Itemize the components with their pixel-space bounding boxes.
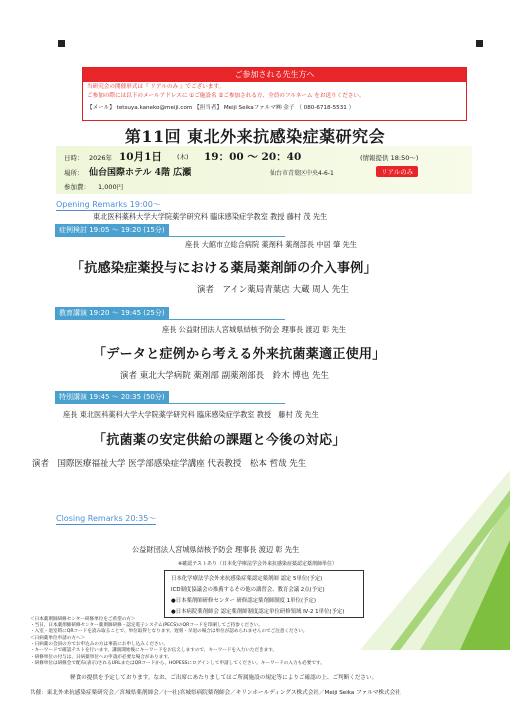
case-study-tag: 症例検討 19:05 ～ 19:20 (15分) [55, 224, 169, 236]
lecture-speaker: 演者 東北大学病院 薬剤部 副薬剤部長 鈴木 博也 先生 [120, 371, 330, 381]
fee-value: 1,000円 [98, 183, 124, 191]
fine-print-line: ・キーワードで確認テストを行います。講演開始後にキーワードをお伝えしますので、キーワードを入力いただきます。 [30, 648, 278, 653]
lecture-underline [55, 319, 285, 320]
venue-label: 場所： [64, 169, 84, 177]
opening-speaker: 東北医科薬科大学大学院薬学研究科 臨床感染症学教室 教授 藤村 茂 先生 [93, 212, 328, 221]
lecture-chair: 座長 公益財団法人宮城県結核予防会 理事長 渡辺 彰 先生 [162, 325, 346, 334]
notice-header: ご参加される先生方へ [83, 68, 466, 82]
fine-print-line: ・当日、日本薬剤師研修センター薬剤師研修・認定電子システム(PECS)のQRコードを印刷してご持参ください。 [30, 623, 263, 628]
format-badge: リアルのみ [376, 166, 418, 177]
corner-mark [58, 40, 65, 47]
closing-remarks-title: Closing Remarks 20:35～ [56, 514, 157, 523]
date-month-day: 10月1日 [119, 151, 162, 163]
event-time: 19：00 ～ 20：40 [204, 151, 302, 163]
notice-line-2: ご参加の際には以下のメールアドレスに ①ご施設名 ②ご参加される方、全員のフルネーム をお送りください。 [87, 93, 365, 99]
event-info-box [56, 146, 472, 194]
fine-print-line: ＜日本薬剤師研修センター研修単位をご希望の方＞ [30, 617, 136, 622]
special-lecture-tag: 特別講演 19:45 ～ 20:35 (50分) [55, 391, 169, 403]
case-study-talk-title: 「抗感染症薬投与における薬局薬剤師の介入事例」 [71, 261, 377, 276]
case-study-speaker: 演者 アイン薬局青葉店 大蔵 周人 先生 [197, 285, 349, 295]
fine-print-line: ・日病薬の会員の方でお申込みの方は事前にお申し込みください。 [30, 642, 168, 647]
credit-item: ●日本薬剤師研修センター 研修認定薬剤師制度 1単位(予定) [171, 598, 316, 604]
notice-contact: 【メール】 tetsuya.kaneko@meiji.com 【担当者】 Meiji Seikaファルマ㈱ 金子 （ 080-6718-5531 ） [87, 105, 355, 111]
credit-item: ICD制度協議会の推薦するその他の講習会、教育会議 2点(予定) [171, 587, 325, 593]
time-note: (情報提供 18:50～) [360, 154, 419, 162]
fine-print-line: ・入室・退室時にQRコードを読み取ることで、単位取得となります。遅刻・早退の場合は単位が認められませんのでご注意ください。 [30, 629, 308, 634]
notice-box [82, 67, 467, 121]
page-title: 第11回 東北外来抗感染症薬研究会 [124, 127, 386, 146]
special-lecture-talk-title: 「抗菌薬の安定供給の課題と今後の対応」 [93, 433, 346, 448]
case-study-chair: 座長 大館市立総合病院 薬剤科 薬剤部長 中居 肇 先生 [185, 240, 357, 249]
lecture-tag: 教育講演 19:20 ～ 19:45 (25分) [55, 307, 169, 319]
corner-mark [476, 40, 483, 47]
date-label: 日時： [64, 154, 84, 162]
lecture-talk-title: 「データと症例から考える外来抗菌薬適正使用」 [93, 347, 386, 362]
fee-label: 参加費： [64, 183, 90, 191]
date-year: 2026年 [89, 154, 113, 162]
date-weekday: (木) [177, 153, 189, 161]
special-lecture-underline [55, 403, 285, 404]
venue-name: 仙台国際ホテル 4階 広瀬 [89, 168, 192, 178]
closing-speaker: 公益財団法人宮城県結核予防会 理事長 渡辺 彰 先生 [132, 545, 300, 554]
sponsor-line: 共催：東北外来抗感染症薬研究会／宮城県薬剤師会／(一社)宮城県病院薬剤師会／キリンホールディングス株式会社／Meiji Seika ファルマ株式会社 [30, 690, 401, 696]
green-stripe-decoration [300, 470, 510, 650]
credit-item: 日本化学療法学会外来抗感染症薬認定薬剤師 認定 5単位(予定) [171, 576, 323, 582]
credit-item: ●日本病院薬剤師会 認定薬剤師制度認定単位研修領域 Ⅳ-2 1単位(予定) [171, 609, 345, 615]
fine-print-line: ＜日病薬単位申請の方へ＞ [30, 636, 86, 641]
special-lecture-speaker: 演者 国際医療福祉大学 医学部感染症学講座 代表教授 松本 哲哉 先生 [32, 459, 307, 469]
disclaimer: 軽食の提供を予定しております。なお、ご出席にあたりましてはご所属施設の規定等によりご確認の上、ご判断ください。 [70, 675, 378, 681]
venue-address: 仙台市青葉区中央4-6-1 [270, 170, 334, 177]
fine-print-line: ・研修単位の付与は、日病薬単位への申請が必要な場合があります。 [30, 655, 173, 660]
special-lecture-chair: 座長 東北医科薬科大学大学院薬学研究科 臨床感染症学教室 教授 藤村 茂 先生 [63, 410, 319, 419]
fine-print-line: ・研修単位は研修会で配布(表示)されるURLまたはQRコードから、HOPESSにログインして申請してください。キーワードの入力も必要です。 [30, 661, 325, 666]
credits-box [164, 570, 364, 618]
credits-note: ※確認テストあり（日本化学療法学会外来抗感染症薬認定薬剤師単位） [178, 561, 337, 567]
notice-line-1: 当研究会の開催形式は『 リアルのみ 』でございます。 [87, 84, 225, 90]
opening-remarks-title: Opening Remarks 19:00～ [56, 200, 161, 209]
case-study-underline [55, 236, 285, 237]
